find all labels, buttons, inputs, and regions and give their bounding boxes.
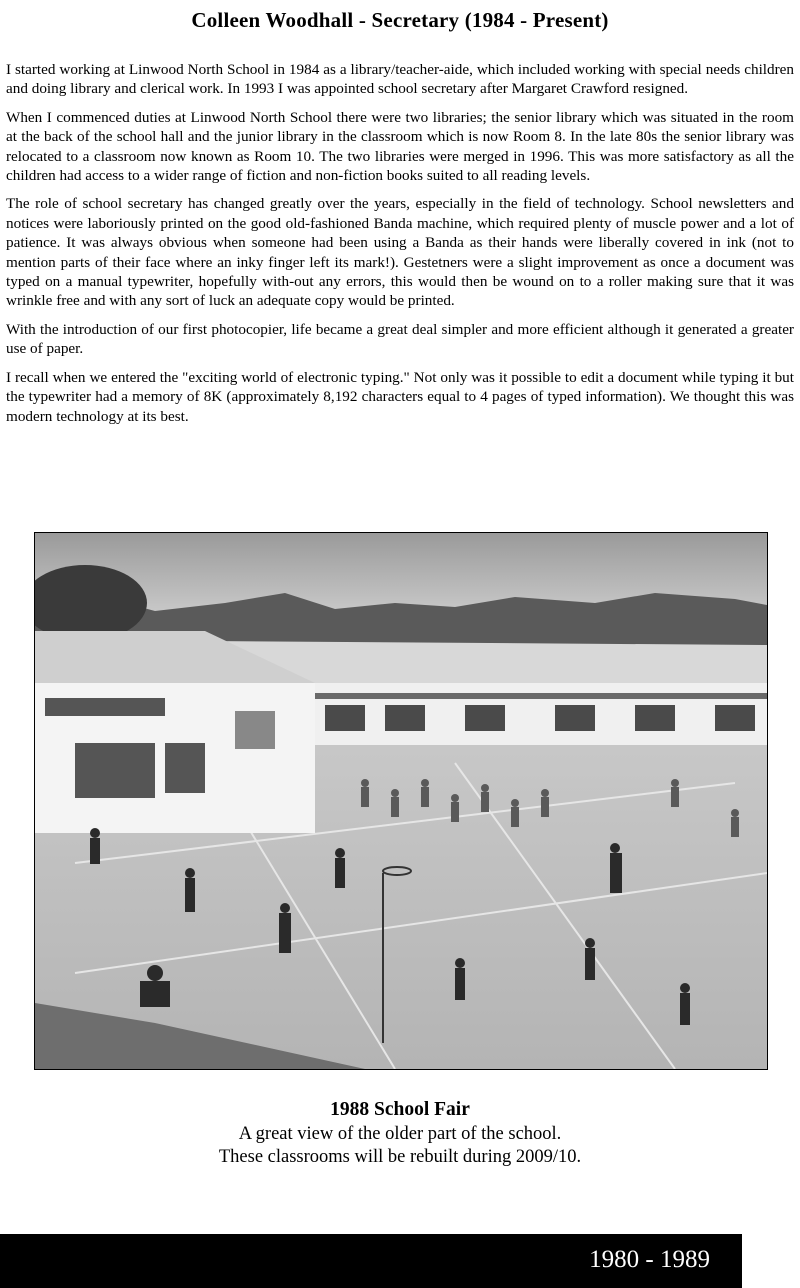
paragraph-1: I started working at Linwood North School in 1984 as a library/teacher-aide, which included working with special needs children and doing library and clerical work. In 1993 I was appointed school secretary after Margaret Crawford resigned.: [6, 61, 794, 98]
paragraph-3: The role of school secretary has changed greatly over the years, especially in the field of technology. School newsletters and notices were laboriously printed on the good old-fashioned Banda machine, which required plenty of muscle power and a lot of patience. It was always obvious when someone had been using a Banda as their hands were liberally covered in ink (not to mention parts of their face where an inky finger left its mark!). Gestetners were a slight improvement as once a document was typed on a manual typewriter, hopefully with-out any errors, this would then be wound on to a roller making sure that it was wrinkle free and with any sort of luck an adequate copy would be printed.: [6, 195, 794, 310]
paragraph-4: With the introduction of our first photocopier, life became a great deal simpler and more efficient although it generated a greater use of paper.: [6, 320, 794, 358]
caption-line-2: These classrooms will be rebuilt during 2009/10.: [218, 1147, 582, 1167]
article-body: [6, 60, 794, 435]
decade-label: 1980 - 1989: [589, 1246, 710, 1273]
paragraph-2: When I commenced duties at Linwood North School there were two libraries; the senior library which was situated in the room at the back of the school hall and the junior library in the classroom which is now Room 8. In the late 80s the senior library was relocated to a classroom now known as Room 10. The two libraries were merged in 1996. This was more satisfactory as all the children had access to a wider range of fiction and non-fiction books suited to all reading levels.: [6, 108, 794, 185]
caption-line-1: A great view of the older part of the school.: [238, 1124, 562, 1144]
caption-title: 1988 School Fair: [330, 1099, 470, 1120]
paragraph-5: I recall when we entered the "exciting world of electronic typing." Not only was it possible to edit a document while typing it but the typewriter had a memory of 8K (approximately 8,192 characters equal to 4 pages of typed information). We thought this was modern technology at its best.: [6, 368, 794, 425]
page-title: Colleen Woodhall - Secretary (1984 - Present): [191, 8, 609, 32]
photo-caption: [0, 1097, 800, 1169]
footer-bar: [0, 1234, 742, 1288]
school-fair-photo: [34, 532, 768, 1070]
